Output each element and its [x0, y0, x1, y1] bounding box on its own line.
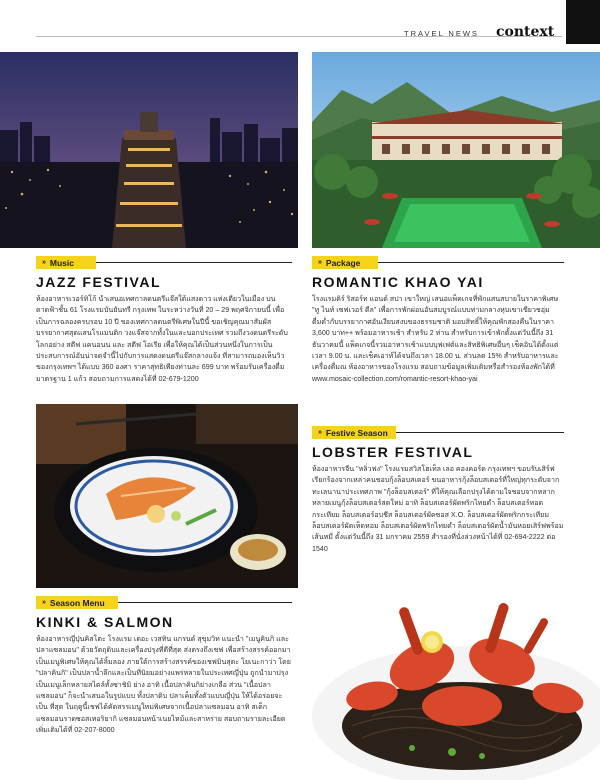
jazz-festival-body: ห้องอาหารเวอร์ทิโก้ นำเสนอเทศกาลดนตรีแจ๊สใต้แสงดาว แห่งเดียวในเมือง บนดาดฟ้าชั้น 61 โรงแรมบันยันทรี กรุงเทพ ในระหว่างวันที่ 20 – 29 พฤศจิกายนนี้ เพื่อเป็นการฉลองครบรอบ 10 ปี ของเทศกาลดนตรีพิเศษในปีนี้ ขอเชิญคุณมาสัมผัสบรรยากาศสุดแสนโรแมนติก วงแจ๊สจากทั้งในและนอกประเทศ รวมถึงวงดนตรีระดับโลกอย่าง สตีฟ แคนอนน และ สตีฟ โอเรีย เพื่อให้คุณได้เป็นส่วนหนึ่งในการเป็นประสบการณ์อันน่าจดจำนี้ไปกับการแสดงดนตรีแจ๊สกลางแจ้ง ที่สามารถมองเห็นวิวของกรุงเทพฯ ได้แบบ 360 องศา ราคาสุทธิเพียงท่านละ 699 บาท พร้อมรับเครื่องดื่มมาตรฐาน 1 แก้ว สอบถามการแสดงได้ที่ 02-679-1200	[36, 295, 288, 383]
tag-rule	[378, 262, 564, 263]
magazine-section-logo: context	[496, 24, 555, 40]
khao-yai-resort-photo	[312, 52, 600, 248]
tag-label: Package	[325, 257, 361, 268]
kinki-salmon-body: ห้องอาหารญี่ปุ่นคิสโตะ โรงแรม เดอะ เวสทิน แกรนด์ สุขุมวิท แนะนำ "เมนูคินกิ และปลาแซลมอน" ด้วยวัตถุดิบและเครื่องปรุงที่ดีที่สุด ส่งตรงถึงเชฟ เพื่อสร้างสรรค์ออกมาเป็นเมนูพิเศษให้คุณได้ลิ้มลอง ภายใต้การสร้างสรรค์ของเชฟมินสุตะ โยเนะกาว่า โดย "ปลาคินกิ" เป็นปลาน้ำลึกและเป็นที่นิยมอย่างแพร่หลายในประเทศญี่ปุ่น ถูกนำมาปรุงเป็นเมนูเล็กหลายสไตล์ทั้งซาชิมิ ย่าง อาทิ เนื้อปลาคินกิย่างเกลือ ส่วน "เนื้อปลาแซลมอน" ก็จะนำเสนอในรูปแบบ ทั้งปลาดิบ ปลาเค็มทั้งตัวแบบญี่ปุ่น ให้ได้อร่อยจะเป็น ที่สุด ในฤดูนี้เชฟได้คัดสรรเมนูใหม่พิเศษจากเนื้อปลาแซลมอน อาทิ สเต็กแซลมอนราดซอสเทอริยากิ แซลมอนหน้าเนยไหม้และสาหร่าย สอบถามรายละเอียดเพิ่มเติมได้ที่ 02-207-8000	[36, 635, 291, 735]
section-kicker: TRAVEL NEWS	[404, 29, 479, 38]
header-black-block	[566, 0, 600, 44]
japanese-dish-photo	[36, 404, 298, 588]
double-chevron-icon: »	[318, 429, 322, 436]
lobster-festival-body: ห้องอาหารจีน "หลิ่วฟง" โรงแรมสวิสโฮเท็ล เลอ คองคอร์ด กรุงเทพฯ ขอบรับเสิร์ฟเรียกร้องจากเหล่าคนชอบกุ้งล็อบสเตอร์ ขนอาหารกุ้งล็อบสเตอร์ที่ใหญ่ทุกระดับจากทะเลนานาประเทศภาพ "กุ้งล็อบสเตอร์" ที่ให้คุณเลือกปรุงได้ตามใจชอบจากหลากหลายเมนูกุ้งล็อบสเตอร์สดใหม่ อาทิ ล็อบสเตอร์ผัดพริกไทยดำ ล็อบสเตอร์ทอดกระเทียม ล็อบสเตอร์อบชีส ล็อบสเตอร์ผัดซอส X.O. ล็อบสเตอร์ผัดพริกกระเทียม ล็อบสเตอร์ผัดเห็ดหอม ล็อบสเตอร์ผัดพริกไทยดำ ล็อบสเตอร์ผัดน้ำมันหอยเสิร์ฟพร้อมเส้นหมี่ ตั้งแต่วันนี้ถึง 31 มกราคม 2559 สำรองที่นั่งล่วงหน้าได้ที่ 02-694-2222 ต่อ 1540	[312, 465, 564, 553]
double-chevron-icon: »	[42, 259, 46, 266]
tag-label: Festive Season	[325, 427, 388, 438]
jazz-festival-title: JAZZ FESTIVAL	[36, 274, 162, 290]
romantic-khao-yai-body: โรงแรมคิร์ ริสอร์ท แอนด์ สปา เขาใหญ่ เสนอแพ็คเกจที่พักแสนสบายในราคาพิเศษ "ทู ไนท์ เซฟเวอร์ ดีล" เพื่อการพักผ่อนอันสมบูรณ์แบบท่ามกลางหุบเขาเขียวชอุ่ม ดื่มด่ำกับบรรยากาศอันเงียบสงบของธรรมชาติ มอบสิทธิ์ให้คุณพักสองคืนในราคา 3,600 บาท++ พร้อมอาหารเช้า สำหรับ 2 ท่าน สำหรับการเข้าพักตั้งแต่วันนี้ถึง 31 ธันวาคมนี้ แพ็คเกจนี้รวมอาหารเช้าแบบบุฟเฟต์และสิทธิพิเศษอื่นๆ เช็คอินได้ตั้งแต่เวลา 9.00 น. และเช็คเอาท์ได้จนถึงเวลา 18.00 น. ส่วนลด 15% สำหรับอาหารและเครื่องดื่มณ ห้องอาหารของโรงแรม สอบถามข้อมูลเพิ่มเติมหรือสำรองห้องพักได้ที่ www.mosaic-collection.com/romantic-resort-khao-yai	[312, 295, 559, 383]
tag-rule	[118, 602, 292, 603]
rooftop-bar-photo	[0, 52, 298, 248]
season-menu-tag	[36, 596, 118, 609]
tag-rule	[96, 262, 292, 263]
double-chevron-icon: »	[42, 599, 46, 606]
package-tag	[312, 256, 378, 269]
festive-season-tag	[312, 426, 396, 439]
lobster-festival-title: LOBSTER FESTIVAL	[312, 444, 474, 460]
lobster-platter-photo	[312, 566, 600, 780]
music-tag	[36, 256, 96, 269]
double-chevron-icon: »	[318, 259, 322, 266]
tag-rule	[396, 432, 564, 433]
kinki-salmon-title: KINKI & SALMON	[36, 614, 174, 630]
tag-label: Season Menu	[49, 597, 105, 608]
header-rule	[36, 36, 562, 37]
romantic-khao-yai-title: ROMANTIC KHAO YAI	[312, 274, 484, 290]
tag-label: Music	[49, 257, 74, 268]
